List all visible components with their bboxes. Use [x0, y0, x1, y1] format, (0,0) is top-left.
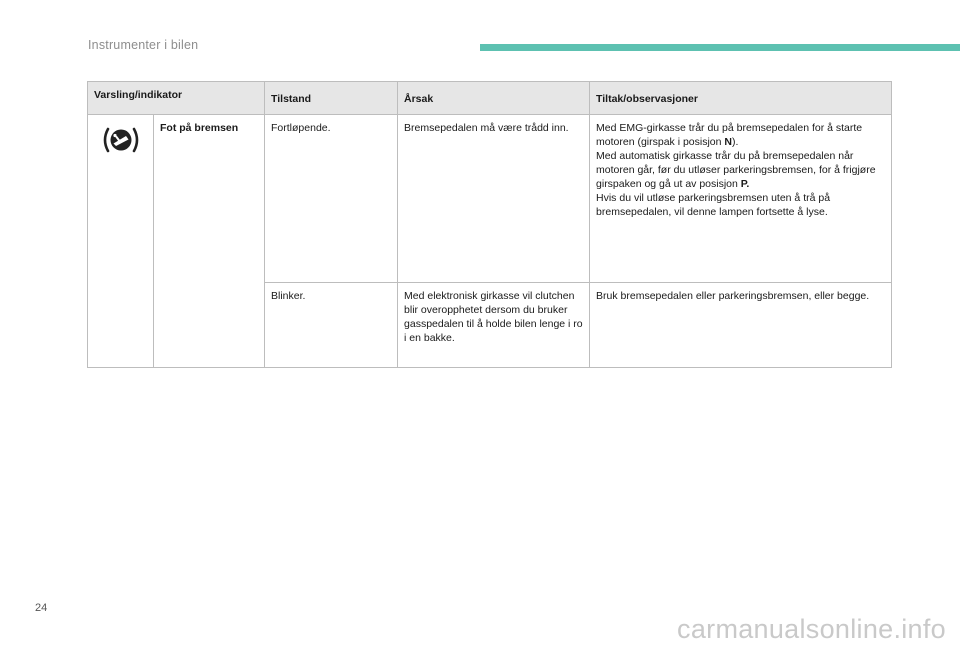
action-text: ). [732, 136, 739, 148]
column-header-indicator: Varsling/indikator [88, 82, 265, 115]
action-text: Med automatisk girkasse trår du på bremsepedalen når motoren går, før du utløser parkeringsbremsen, for å frigjøre girspaken og gå ut av posisjon [596, 150, 876, 190]
action-cell: Bruk bremsepedalen eller parkeringsbremsen, eller begge. [590, 283, 892, 368]
indicator-icon-cell [88, 115, 154, 368]
warning-indicator-table [87, 81, 892, 368]
state-cell: Fortløpende. [265, 115, 398, 283]
action-text: Hvis du vil utløse parkeringsbremsen uten å trå på bremsepedalen, vil denne lampen fortsette å lyse. [596, 192, 831, 218]
table-header-row [88, 82, 892, 115]
column-header-cause: Årsak [398, 82, 590, 115]
cause-cell: Bremsepedalen må være trådd inn. [398, 115, 590, 283]
state-cell: Blinker. [265, 283, 398, 368]
gear-position-p: P. [740, 178, 750, 190]
header-accent-bar [480, 44, 960, 51]
column-header-state: Tilstand [265, 82, 398, 115]
watermark: carmanualsonline.info [677, 614, 946, 644]
action-cell [590, 115, 892, 283]
indicator-name: Fot på bremsen [154, 115, 265, 368]
section-title: Instrumenter i bilen [88, 38, 199, 52]
gear-position-n: N [724, 136, 732, 148]
brake-pedal-icon [101, 146, 141, 158]
action-text: Med EMG-girkasse trår du på bremsepedalen for å starte motoren (girspak i posisjon [596, 122, 863, 148]
table-row [88, 115, 892, 283]
column-header-action: Tiltak/observasjoner [590, 82, 892, 115]
page-number: 24 [35, 602, 48, 614]
cause-cell: Med elektronisk girkasse vil clutchen blir overopphetet dersom du bruker gasspedalen til å holde bilen lenge i ro i en bakke. [398, 283, 590, 368]
